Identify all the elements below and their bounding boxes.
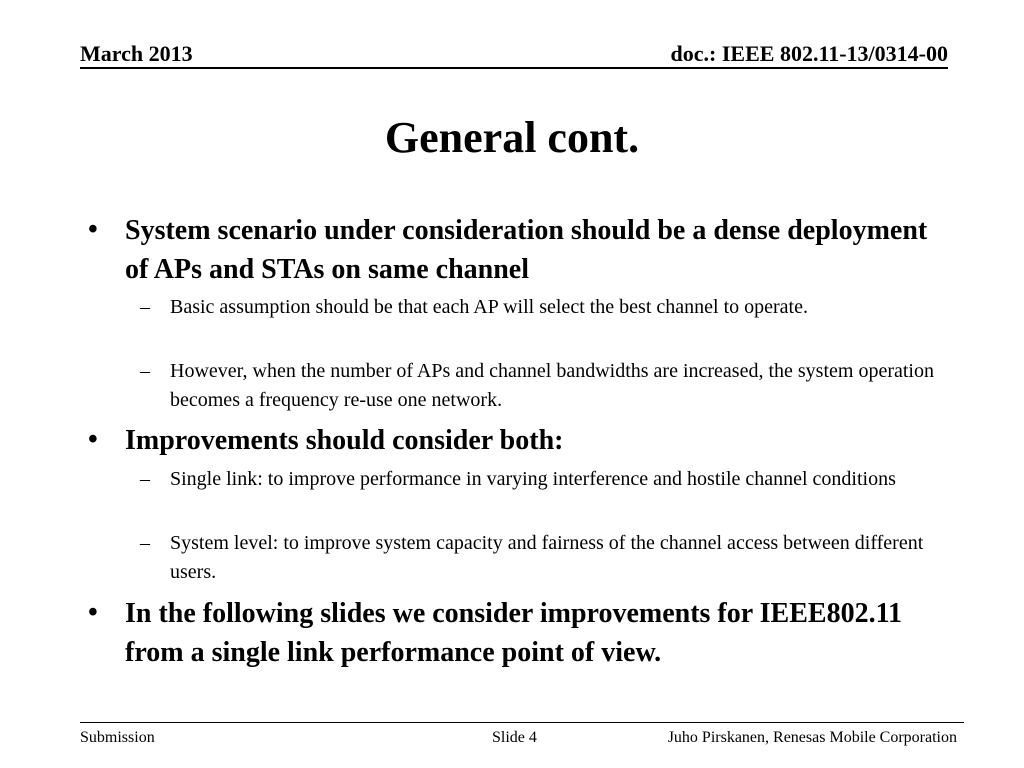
subitem-text-2-1: Single link: to improve performance in varying interference and hostile channel conditions [170,468,896,490]
footer-author: Juho Pirskanen, Renesas Mobile Corporation [667,729,957,746]
header-date: March 2013 [80,41,193,66]
bullet-text-2: Improvements should consider both: [125,425,564,456]
subitem-text-1-1: Basic assumption should be that each AP will select the best channel to operate. [170,296,808,318]
bullet-text-1: System scenario under consideration should be a dense deployment of APs and STAs on same channel [125,215,928,285]
subitem-text-2-2: System level: to improve system capacity and fairness of the channel access between different users. [170,532,924,583]
bullet-marker: • [88,214,98,245]
footer-divider [80,722,964,723]
dash-marker: – [140,532,150,554]
dash-marker: – [140,360,150,382]
subitem-text-1-2: However, when the number of APs and channel bandwidths are increased, the system operation becomes a frequency re-use one network. [170,360,934,411]
footer-slide-number: Slide 4 [492,729,537,746]
slide-title: General cont. [384,113,640,162]
bullet-marker: • [88,424,98,455]
footer-submission: Submission [80,729,155,746]
dash-marker: – [140,296,150,318]
bullet-text-3: In the following slides we consider improvements for IEEE802.11 from a single link performance point of view. [125,598,903,668]
bullet-marker: • [88,597,98,628]
header-divider [80,67,948,69]
header-doc-id: doc.: IEEE 802.11-13/0314-00 [670,41,948,66]
dash-marker: – [140,468,150,490]
